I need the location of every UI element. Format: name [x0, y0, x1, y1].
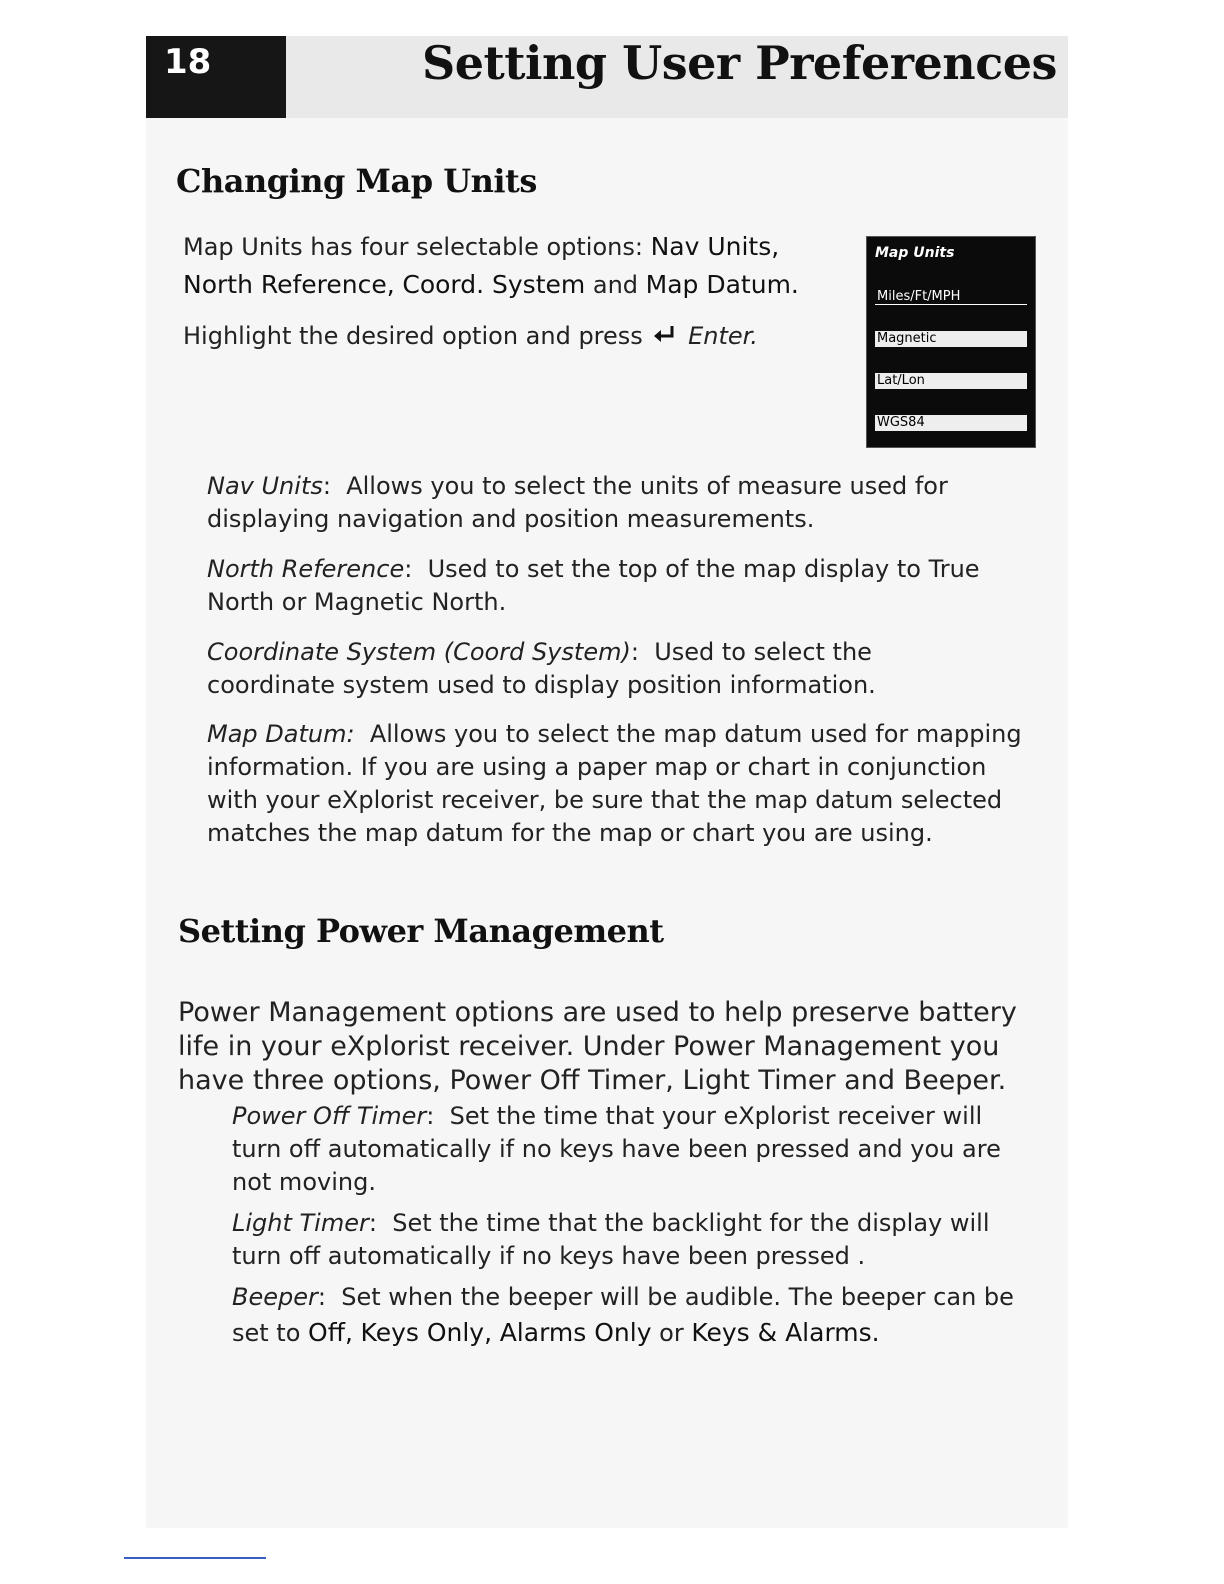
- option-nav-units: Nav Units,: [650, 232, 780, 261]
- definition-text: Allows you to select the units of measure used for displaying navigation and position measurements.: [207, 472, 948, 533]
- beeper-option-alarms-only: Alarms Only: [499, 1318, 652, 1347]
- definition-term: North Reference: [207, 555, 405, 583]
- definition-term: Power Off Timer: [232, 1102, 427, 1130]
- device-option-north-reference[interactable]: Magnetic: [875, 331, 1027, 347]
- section-title-map-units: Changing Map Units: [176, 162, 537, 200]
- map-units-intro: [183, 228, 843, 304]
- device-option-coord-system[interactable]: Lat/Lon: [875, 373, 1027, 389]
- definition-term: Map Datum:: [207, 720, 355, 748]
- map-units-instruction: [183, 318, 843, 355]
- and-text: and: [585, 271, 646, 299]
- option-map-datum: Map Datum.: [645, 270, 799, 299]
- section-title-power: Setting Power Management: [178, 912, 664, 950]
- page-number: 18: [164, 42, 212, 82]
- definition-term: Nav Units: [207, 472, 323, 500]
- definition-text: Allows you to select the map datum used for mapping information. If you are using a paper map or chart in conjunction with your eXplorist receiver, be sure that the map datum selected matches the map datum for the map or chart you are using.: [207, 720, 1022, 847]
- footer-rule: [124, 1557, 266, 1559]
- enter-key-icon: [650, 320, 680, 342]
- definition-text: Set when the beeper will be audible. The beeper can be set to: [232, 1283, 1014, 1347]
- definition-text: Set the time that the backlight for the display will turn off automatically if no keys have been pressed .: [232, 1209, 990, 1270]
- page-title: Setting User Preferences: [422, 36, 1057, 90]
- definition-nav-units: Nav Units: Allows you to select the units of measure used for displaying navigation and position measurements.: [207, 472, 948, 533]
- definition-light-timer: Light Timer: Set the time that the backlight for the display will turn off automatically if no keys have been pressed .: [232, 1209, 990, 1270]
- device-screen-title: Map Units: [875, 245, 955, 261]
- option-north-reference: North Reference,: [183, 270, 395, 299]
- definition-term: Beeper: [232, 1283, 318, 1311]
- beeper-option-off: Off,: [308, 1318, 353, 1347]
- enter-label: Enter.: [688, 322, 758, 350]
- beeper-option-keys-only: Keys Only,: [360, 1318, 493, 1347]
- definition-text: Used to select the coordinate system used to display position information.: [207, 638, 876, 699]
- device-screen-map-units: [866, 236, 1036, 448]
- device-option-map-datum[interactable]: WGS84: [875, 415, 1027, 431]
- beeper-option-keys-alarms: Keys & Alarms.: [691, 1318, 880, 1347]
- definition-beeper: Beeper: Set when the beeper will be audible. The beeper can be set to Off, Keys Only, Alarms Only or Keys & Alarms.: [232, 1283, 1014, 1347]
- definition-map-datum: [207, 718, 1027, 850]
- definition-term: Light Timer: [232, 1209, 369, 1237]
- definition-north-reference: North Reference: Used to set the top of the map display to True North or Magnetic North.: [207, 555, 980, 616]
- intro-text: Map Units has four selectable options:: [183, 233, 651, 261]
- power-intro: Power Management options are used to help preserve battery life in your eXplorist receiver. Under Power Management you have three options, Power Off Timer, Light Timer and Beeper.: [178, 997, 1017, 1096]
- device-option-nav-units[interactable]: Miles/Ft/MPH: [875, 289, 1027, 305]
- option-coord-system: Coord. System: [402, 270, 586, 299]
- definition-text: Set the time that your eXplorist receiver will turn off automatically if no keys have been pressed and you are not moving.: [232, 1102, 1001, 1196]
- beeper-or-text: or: [659, 1319, 684, 1347]
- definition-power-off-timer: Power Off Timer: Set the time that your eXplorist receiver will turn off automatically if no keys have been pressed and you are not moving.: [232, 1102, 1001, 1196]
- page-number-box: [146, 36, 286, 118]
- definition-coord-system: Coordinate System (Coord System): Used to select the coordinate system used to display position information.: [207, 638, 876, 699]
- definition-text: Used to set the top of the map display to True North or Magnetic North.: [207, 555, 980, 616]
- instruction-text: Highlight the desired option and press: [183, 322, 643, 350]
- definition-term: Coordinate System (Coord System): [207, 638, 631, 666]
